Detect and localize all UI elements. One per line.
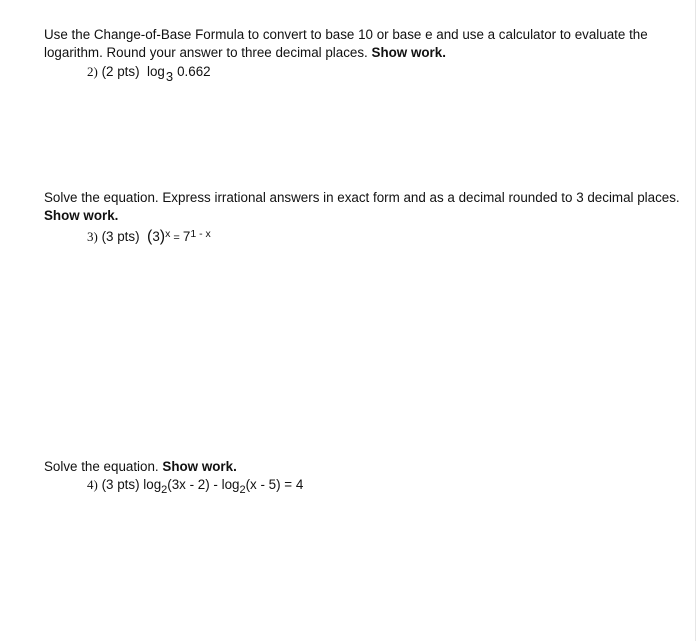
instruction-text: Solve the equation. (44, 459, 159, 474)
problem-points: (2 pts) (101, 64, 140, 79)
instruction-line-2 (44, 44, 648, 62)
equals-sign: = (170, 232, 183, 244)
show-work-label: Show work. (44, 208, 119, 223)
log1-base: 2 (161, 484, 168, 496)
instruction-line-1: Use the Change-of-Base Formula to convert to base 10 or base e and use a calculator to evaluate the (44, 27, 648, 42)
show-work-label: Show work. (371, 45, 446, 60)
base-right: 7 (182, 229, 191, 244)
problem-points: (3 pts) (101, 477, 140, 492)
instructions-solve-log (44, 458, 237, 476)
log-base: 3 (165, 69, 174, 84)
log1-argument: (3x - 2) (167, 477, 210, 492)
log2-text: log (221, 477, 240, 492)
problem-points: (3 pts) (101, 229, 140, 244)
problem-3 (87, 228, 211, 247)
right-paren: ) (159, 228, 166, 245)
problem-number: 4) (87, 477, 98, 492)
log-argument: 0.662 (177, 64, 211, 79)
instruction-line-2-text: logarithm. Round your answer to three decimal places. (44, 45, 368, 60)
left-paren: ( (146, 228, 153, 245)
problem-2 (87, 63, 211, 84)
exponent-right: 1 - x (190, 228, 211, 240)
exponent-left: x (165, 228, 171, 240)
problem-number: 3) (87, 229, 98, 244)
base-left: 3 (152, 229, 160, 244)
problem-4 (87, 476, 303, 495)
instruction-line (44, 458, 237, 476)
log-text: log (146, 64, 165, 79)
instruction-line-1: Solve the equation. Express irrational answers in exact form and as a decimal rounded to 3 decimal places. (44, 190, 680, 205)
problem-number: 2) (87, 64, 98, 79)
instructions-solve-exponential (44, 189, 680, 225)
log1-text: log (143, 477, 162, 492)
instructions-change-of-base (44, 26, 648, 62)
log2-argument: (x - 5) = 4 (245, 477, 304, 492)
minus-sign: - (209, 477, 222, 492)
show-work-label: Show work. (162, 459, 237, 474)
log2-base: 2 (239, 484, 246, 496)
